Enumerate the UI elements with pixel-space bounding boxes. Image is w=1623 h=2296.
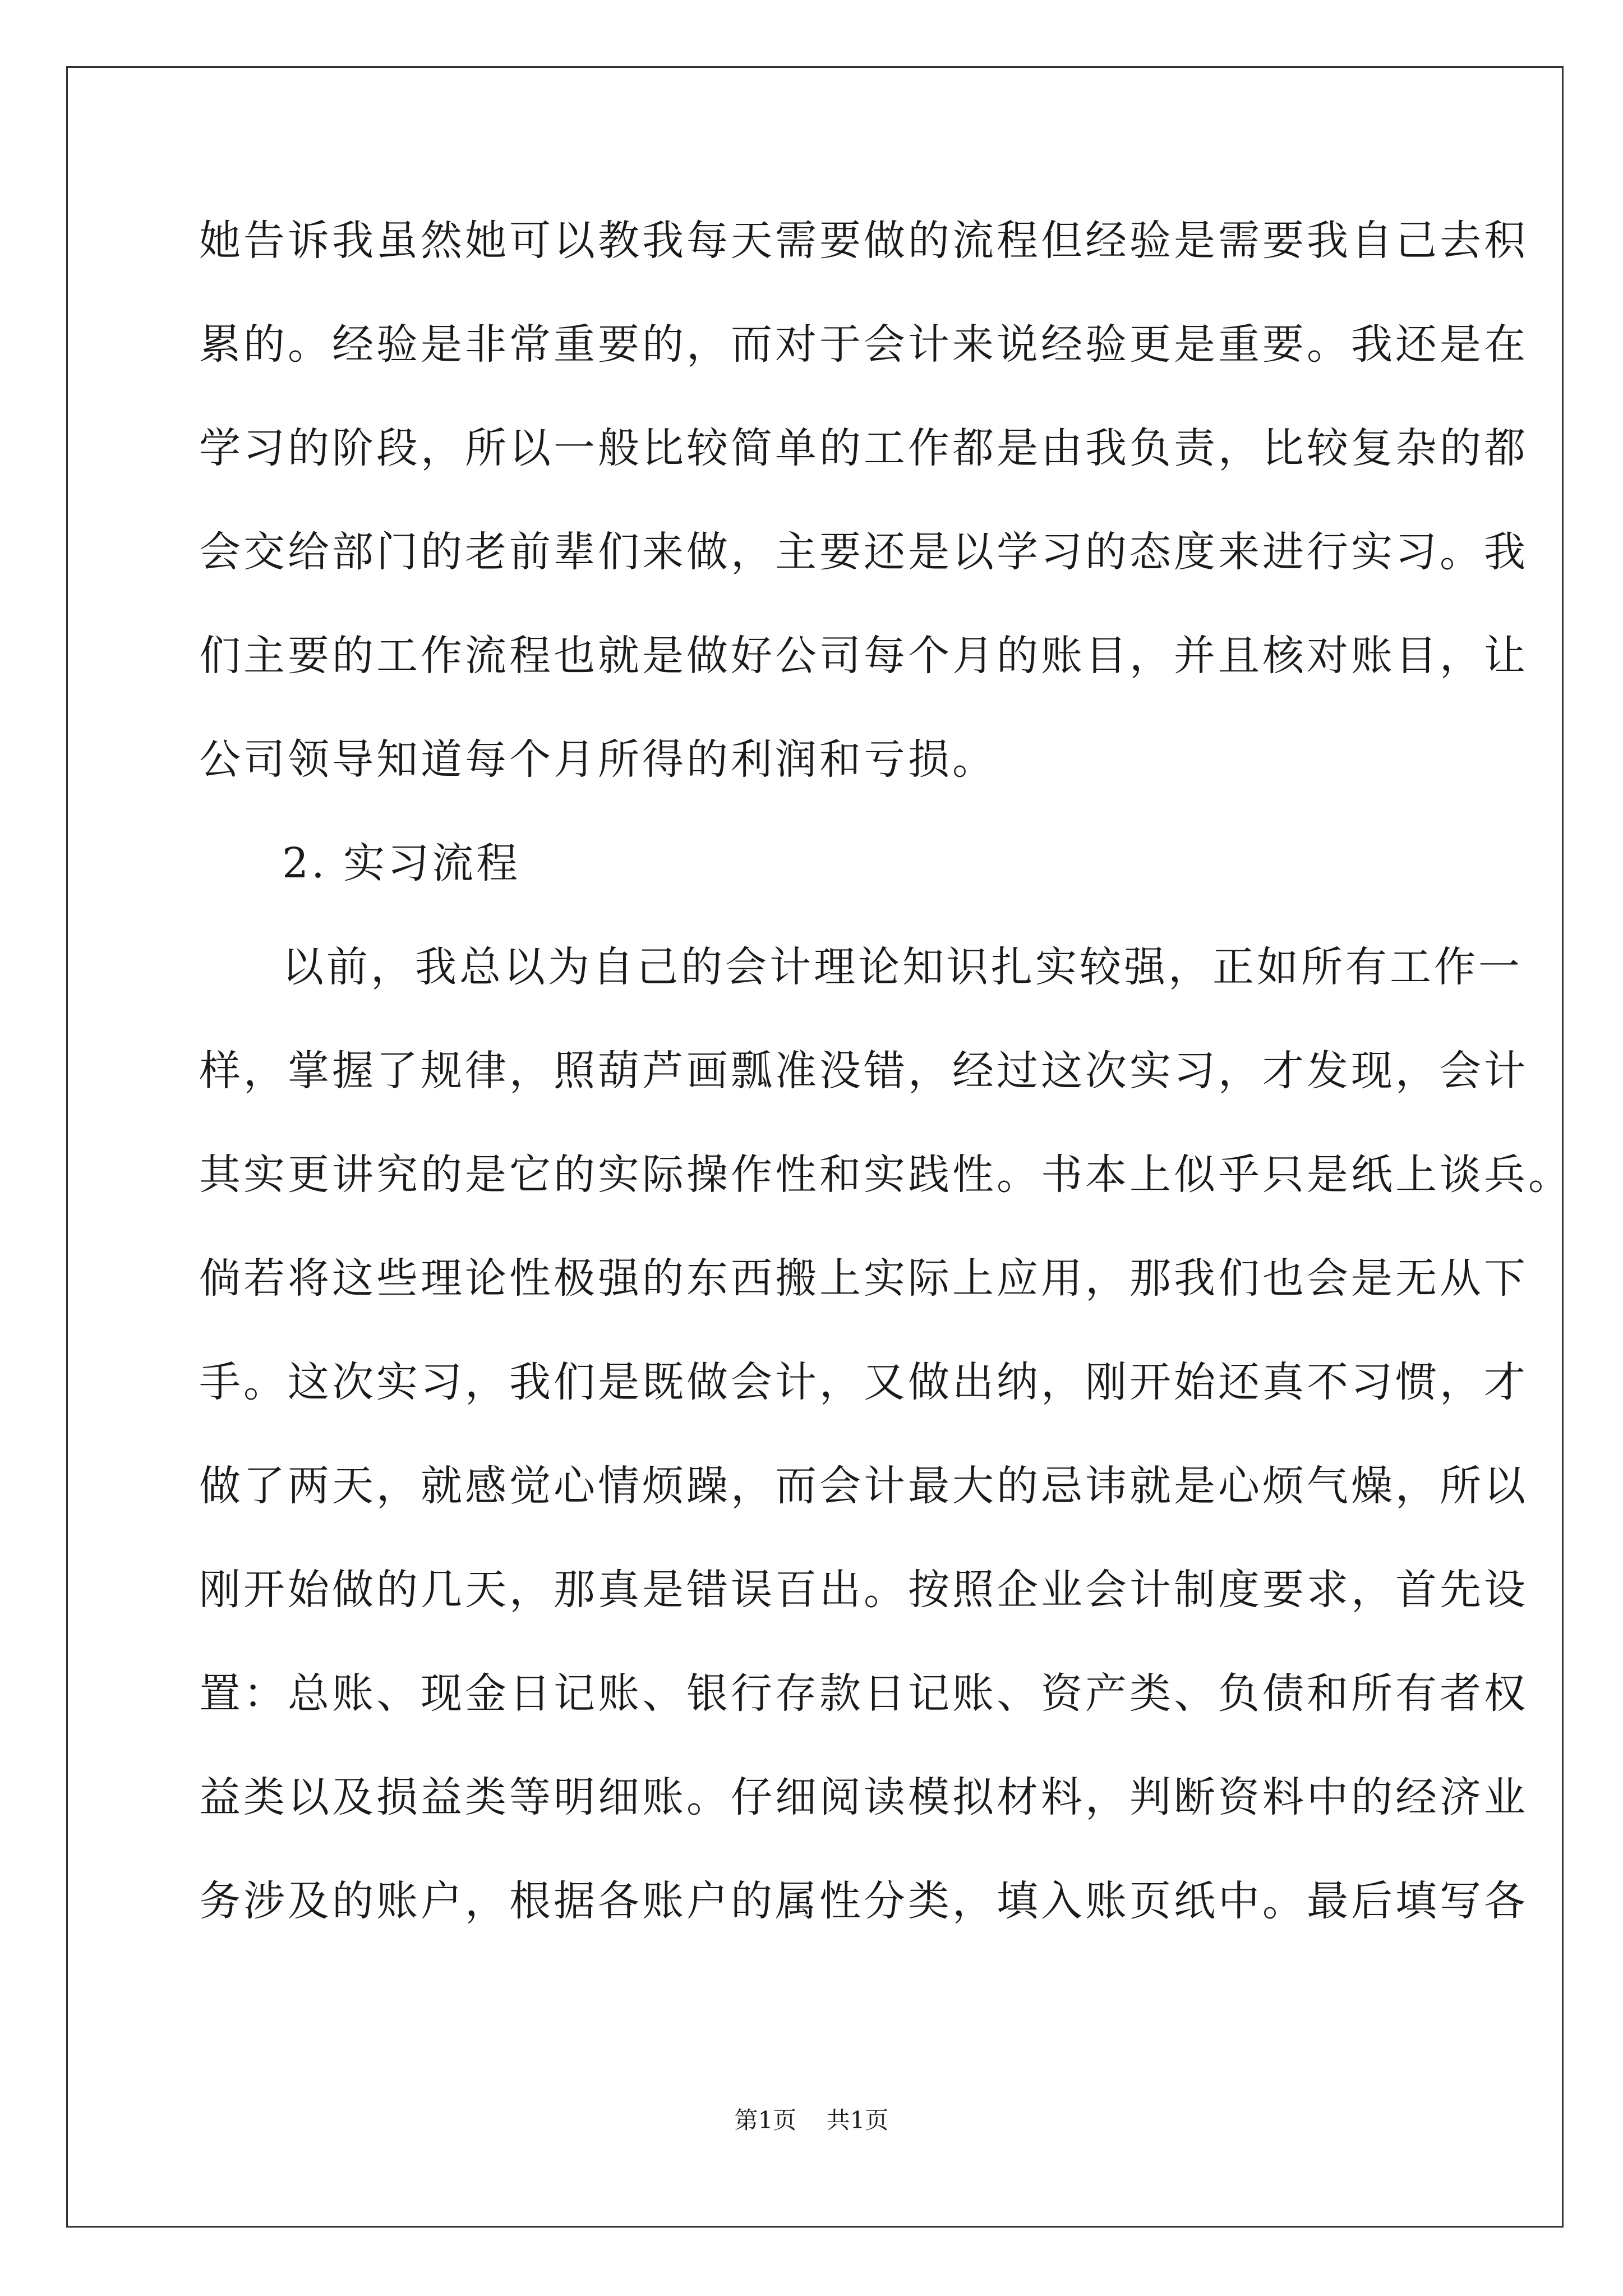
page-footer: [0, 2104, 1623, 2137]
text-line: 其实更讲究的是它的实际操作性和实践性。书本上似乎只是纸上谈兵。: [199, 1151, 1573, 1199]
text-line: 益类以及损益类等明细账。仔细阅读模拟材料，判断资料中的经济业: [199, 1773, 1528, 1821]
text-line: 们主要的工作流程也就是做好公司每个月的账目，并且核对账目，让: [199, 632, 1528, 680]
text-line: 累的。经验是非常重要的，而对于会计来说经验更是重要。我还是在: [199, 320, 1528, 369]
page-number-total: 共1页: [826, 2106, 889, 2134]
text-line: 置：总账、现金日记账、银行存款日记账、资产类、负债和所有者权: [199, 1669, 1528, 1718]
text-line: 学习的阶段，所以一般比较简单的工作都是由我负责，比较复杂的都: [199, 424, 1528, 472]
page-number-current: 第1页: [734, 2106, 797, 2134]
text-line: 手。这次实习，我们是既做会计，又做出纳，刚开始还真不习惯，才: [199, 1358, 1528, 1406]
text-line: 她告诉我虽然她可以教我每天需要做的流程但经验是需要我自己去积: [199, 217, 1528, 265]
text-line: 务涉及的账户，根据各账户的属性分类，填入账页纸中。最后填写各: [199, 1877, 1528, 1925]
text-line: 以前，我总以为自己的会计理论知识扎实较强，正如所有工作一: [282, 943, 1523, 991]
text-line: 样，掌握了规律，照葫芦画瓢准没错，经过这次实习，才发现，会计: [199, 1047, 1528, 1095]
document-body: [199, 208, 1573, 1972]
text-line: 刚开始做的几天，那真是错误百出。按照企业会计制度要求，首先设: [199, 1566, 1528, 1614]
text-line: 做了两天，就感觉心情烦躁，而会计最大的忌讳就是心烦气燥，所以: [199, 1462, 1528, 1510]
text-line: 公司领导知道每个月所得的利润和亏损。: [199, 735, 997, 784]
section-heading: 2. 实习流程: [282, 839, 521, 887]
text-line: 倘若将这些理论性极强的东西搬上实际上应用，那我们也会是无从下: [199, 1254, 1528, 1303]
text-line: 会交给部门的老前辈们来做，主要还是以学习的态度来进行实习。我: [199, 528, 1528, 576]
